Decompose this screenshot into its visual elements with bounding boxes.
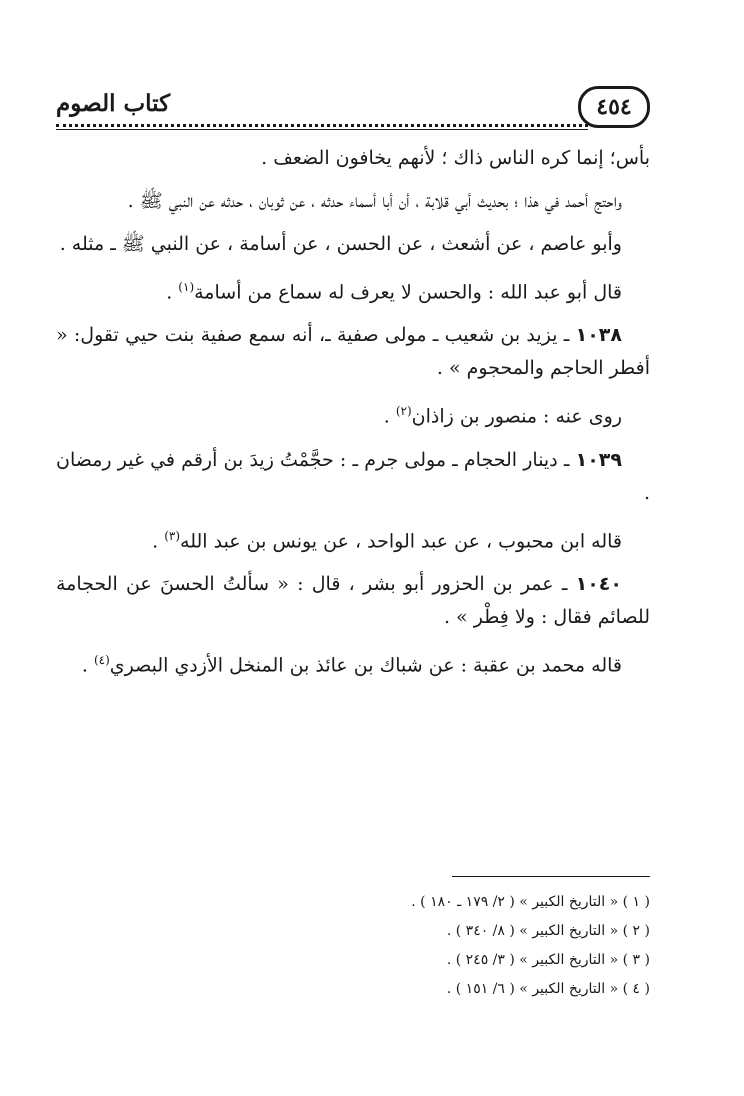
page-number-badge [578, 86, 650, 128]
entry-number: ١٠٤٠ [575, 572, 622, 595]
hadith-entry [56, 444, 650, 510]
page-number: ٤٥٤ [596, 94, 632, 120]
hadith-entry [56, 319, 650, 385]
entry-text: ـ عمر بن الحزور أبو بشر ، قال : « سألتُ الحسنَ عن الحجامة للصائم فقال : ولا فِطْر » . [56, 572, 650, 628]
footnotes [300, 888, 650, 1004]
paragraph-text: قال أبو عبد الله : والحسن لا يعرف له سماع من أسامة [194, 281, 622, 304]
main-text [56, 142, 650, 692]
footnote: ( ٢ ) « التاريخ الكبير » ( ٨/ ٣٤٠ ) . [446, 923, 650, 939]
footnote-ref: (١) [178, 280, 195, 294]
footnote-ref: (٢) [395, 404, 412, 419]
footnote-ref: (٤) [93, 652, 110, 667]
page-header [56, 80, 650, 132]
footnote: ( ١ ) « التاريخ الكبير » ( ٢/ ١٧٩ ـ ١٨٠ ) . [411, 894, 650, 910]
paragraph-text: قاله محمد بن عقبة : عن شباك بن عائذ بن المنخل الأزدي البصري [109, 654, 622, 677]
hadith-entry [56, 568, 650, 634]
footnote-ref: (٣) [164, 528, 181, 543]
footnote: ( ٤ ) « التاريخ الكبير » ( ٦/ ١٥١ ) . [446, 981, 650, 997]
paragraph-text: قاله ابن محبوب ، عن عبد الواحد ، عن يونس بن عبد الله [180, 529, 622, 552]
entry-number: ١٠٣٩ [575, 448, 622, 471]
paragraph: قال أبو عبد الله : والحسن لا يعرف له سماع من أسامة$^{(١)}$ . [166, 280, 622, 304]
footnote: ( ٣ ) « التاريخ الكبير » ( ٣/ ٢٤٥ ) . [446, 952, 650, 968]
book-title: كتاب الصوم [56, 90, 171, 117]
entry-text: ـ دينار الحجام ـ مولى جرم ـ : حجَّمْتُ زيدَ بن أرقم في غير رمضان . [56, 448, 650, 504]
entry-text: ـ يزيد بن شعيب ـ مولى صفية ـ، أنه سمع صفية بنت حيي تقول: « أفطر الحاجم والمحجوم » . [56, 324, 650, 380]
paragraph: روى عنه : منصور بن زاذان$^{(٢)}$ . [383, 404, 622, 428]
paragraph: قاله محمد بن عقبة : عن شباك بن عائذ بن المنخل الأزدي البصري$^{(٤)}$ . [81, 652, 622, 677]
paragraph: وأبو عاصم ، عن أشعث ، عن الحسن ، عن أسامة ، عن النبي ﷺ ـ مثله . [59, 233, 622, 255]
paragraph: بأس؛ إنما كره الناس ذاك ؛ لأنهم يخافون الضعف . [261, 147, 650, 169]
entry-number: ١٠٣٨ [575, 324, 622, 347]
paragraph: واحتج أحمد في هذا ؛ بحديث أبي قلابة ، أن أبا أسماء حدثه ، عن ثوبان ، حدثه عن النبي ﷺ . [127, 190, 622, 212]
paragraph-text: روى عنه : منصور بن زاذان [411, 405, 622, 428]
paragraph: قاله ابن محبوب ، عن عبد الواحد ، عن يونس بن عبد الله$^{(٣)}$ . [152, 528, 622, 552]
header-rule [56, 129, 588, 130]
footnote-divider [452, 876, 650, 877]
header-dotted-rule [56, 124, 588, 127]
